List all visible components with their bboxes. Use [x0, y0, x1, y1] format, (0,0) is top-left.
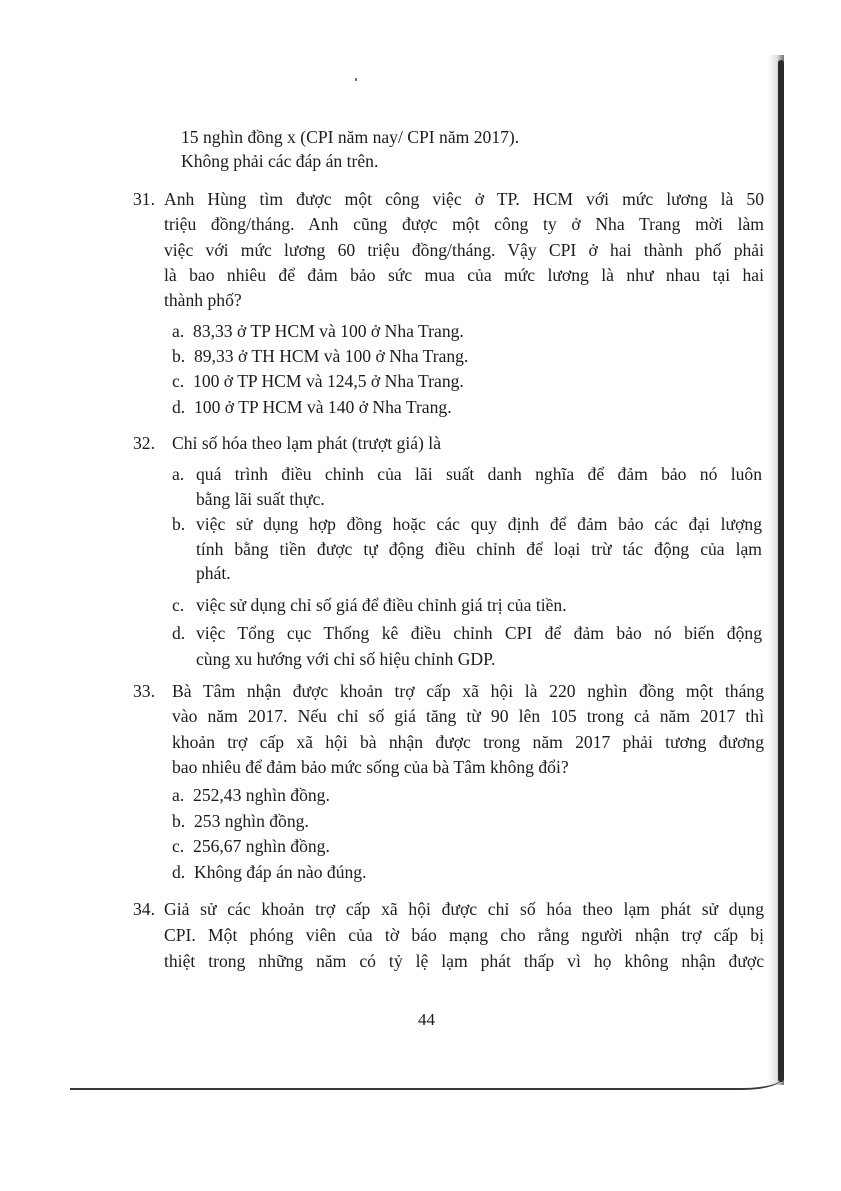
- question-text-line: khoản trợ cấp xã hội bà nhận được trong năm 2017 phải tương đương: [172, 732, 764, 752]
- answer-option-a: bằng lãi suất thực.: [196, 489, 325, 509]
- answer-option-a: quá trình điều chỉnh của lãi suất danh nghĩa để đảm bảo nó luôn: [196, 464, 762, 484]
- question-text-line: là bao nhiêu để đảm bảo sức mua của mức lương là như nhau tại hai: [164, 265, 764, 285]
- answer-option-b: b. 253 nghìn đồng.: [172, 811, 309, 831]
- question-text-line: vào năm 2017. Nếu chỉ số giá tăng từ 90 lên 105 trong cả năm 2017 thì: [172, 706, 764, 726]
- question-number: 31.: [133, 189, 155, 209]
- question-text-line: bao nhiêu để đảm bảo mức sống của bà Tâm không đổi?: [172, 757, 569, 777]
- answer-option-d: cùng xu hướng với chỉ số hiệu chỉnh GDP.: [196, 649, 496, 669]
- scan-speck: [355, 78, 357, 81]
- answer-option-c: c. 256,67 nghìn đồng.: [172, 836, 330, 856]
- answer-option-b: tính bằng tiền được tự động điều chỉnh để loại trừ tác động của lạm: [196, 539, 762, 559]
- prev-option-d: Không phải các đáp án trên.: [181, 151, 379, 171]
- question-number: 34.: [133, 899, 155, 919]
- answer-option-b-letter: b.: [172, 514, 186, 534]
- answer-option-c: c. 100 ở TP HCM và 124,5 ở Nha Trang.: [172, 371, 464, 391]
- answer-option-a: a. 252,43 nghìn đồng.: [172, 785, 330, 805]
- page-edge: [778, 60, 784, 1082]
- page-bottom-edge: [70, 1074, 782, 1090]
- prev-option-c: 15 nghìn đồng x (CPI năm nay/ CPI năm 2017).: [181, 127, 520, 147]
- answer-option-c: việc sử dụng chỉ số giá để điều chỉnh giá trị của tiền.: [196, 595, 567, 615]
- answer-option-a-letter: a.: [172, 464, 185, 484]
- answer-option-d: việc Tổng cục Thống kê điều chỉnh CPI để đảm bảo nó biến động: [196, 623, 762, 643]
- question-text-line: triệu đồng/tháng. Anh cũng được một công ty ở Nha Trang mời làm: [164, 214, 764, 234]
- page-number: 44: [418, 1010, 435, 1029]
- question-number: 32.: [133, 433, 155, 453]
- answer-option-b: b. 89,33 ở TH HCM và 100 ở Nha Trang.: [172, 346, 469, 366]
- question-text-line: Giả sử các khoản trợ cấp xã hội được chỉ số hóa theo lạm phát sử dụng: [164, 899, 764, 919]
- question-text-line: Chỉ số hóa theo lạm phát (trượt giá) là: [172, 433, 442, 453]
- answer-option-c-letter: c.: [172, 595, 185, 615]
- question-text-line: Anh Hùng tìm được một công việc ở TP. HCM với mức lương là 50: [164, 189, 764, 209]
- answer-option-d: d. 100 ở TP HCM và 140 ở Nha Trang.: [172, 397, 452, 417]
- answer-option-d-letter: d.: [172, 623, 186, 643]
- question-text-line: thiệt trong những năm có tỷ lệ lạm phát thấp vì họ không nhận được: [164, 951, 764, 971]
- question-number: 33.: [133, 681, 155, 701]
- question-text-line: Bà Tâm nhận được khoản trợ cấp xã hội là 220 nghìn đồng một tháng: [172, 681, 764, 701]
- question-text-line: CPI. Một phóng viên của tờ báo mạng cho rằng người nhận trợ cấp bị: [164, 925, 764, 945]
- answer-option-d: d. Không đáp án nào đúng.: [172, 862, 367, 882]
- answer-option-a: a. 83,33 ở TP HCM và 100 ở Nha Trang.: [172, 321, 464, 341]
- answer-option-b: phát.: [196, 563, 231, 583]
- question-text-line: thành phố?: [164, 290, 242, 310]
- question-text-line: việc với mức lương 60 triệu đồng/tháng. Vậy CPI ở hai thành phố phải: [164, 240, 764, 260]
- answer-option-b: việc sử dụng hợp đồng hoặc các quy định để đảm bảo các đại lượng: [196, 514, 762, 534]
